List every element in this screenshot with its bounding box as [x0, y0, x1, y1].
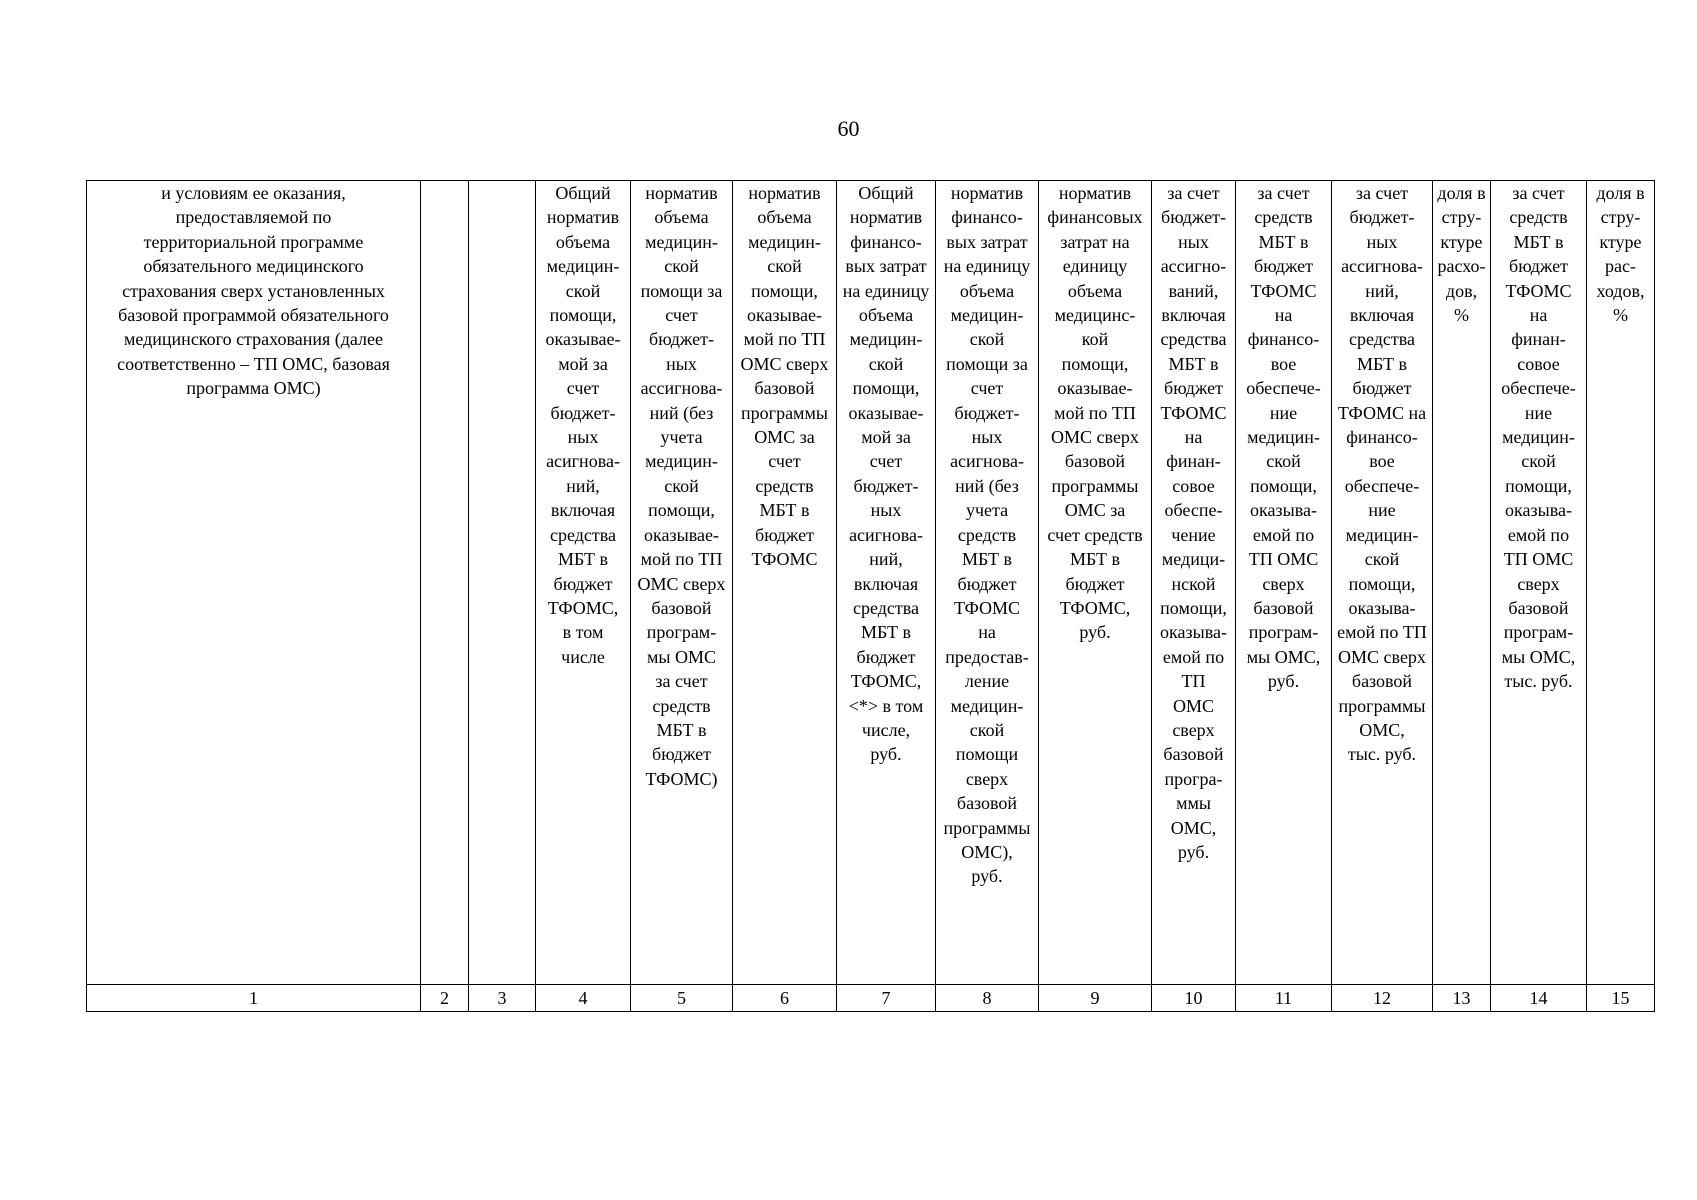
data-table: [86, 180, 1655, 1012]
column-number-2: 2: [421, 985, 469, 1012]
header-cell-6: норматив объема медицин- ской помощи, оказывае- мой по ТП ОМС сверх базовой программы ОМС за счет средств МБТ в бюджет ТФОМС: [733, 181, 837, 985]
header-cell-13: доля в стру- ктуре расхо- дов, %: [1433, 181, 1491, 985]
column-number-row: [87, 985, 1655, 1012]
header-cell-14: за счет средств МБТ в бюджет ТФОМС на финан- совое обеспече- ние медицин- ской помощи, оказыва- емой по ТП ОМС сверх базовой програм- мы ОМС, тыс. руб.: [1491, 181, 1587, 985]
column-number-11: 11: [1236, 985, 1332, 1012]
column-number-7: 7: [837, 985, 936, 1012]
header-cell-2: [421, 181, 469, 985]
page-number: 60: [837, 116, 860, 141]
column-number-5: 5: [631, 985, 733, 1012]
header-cell-3: [469, 181, 536, 985]
header-cell-12: за счет бюджет- ных ассигнова- ний, включая средства МБТ в бюджет ТФОМС на финансо- вое обеспече- ние медицин- ской помощи, оказыва- емой по ТП ОМС сверх базовой программы ОМС, тыс. руб.: [1332, 181, 1433, 985]
column-number-4: 4: [536, 985, 631, 1012]
header-cell-4: Общий норматив объема медицин- ской помощи, оказывае- мой за счет бюджет- ных асигнова- ний, включая средства МБТ в бюджет ТФОМС, в том числе: [536, 181, 631, 985]
column-number-14: 14: [1491, 985, 1587, 1012]
header-cell-5: норматив объема медицин- ской помощи за счет бюджет- ных ассигнова- ний (без учета медицин- ской помощи, оказывае- мой по ТП ОМС сверх базовой програм- мы ОМС за счет средств МБТ в бюджет ТФОМС): [631, 181, 733, 985]
column-number-13: 13: [1433, 985, 1491, 1012]
header-cell-9: норматив финансовых затрат на единицу объема медицинс- кой помощи, оказывае- мой по ТП ОМС сверх базовой программы ОМС за счет средств МБТ в бюджет ТФОМС, руб.: [1039, 181, 1152, 985]
column-number-12: 12: [1332, 985, 1433, 1012]
column-number-9: 9: [1039, 985, 1152, 1012]
header-cell-7: Общий норматив финансо- вых затрат на единицу объема медицин- ской помощи, оказывае- мой за счет бюджет- ных асигнова- ний, включая средства МБТ в бюджет ТФОМС, <*> в том числе, руб.: [837, 181, 936, 985]
column-number-6: 6: [733, 985, 837, 1012]
column-number-1: 1: [87, 985, 421, 1012]
header-cell-11: за счет средств МБТ в бюджет ТФОМС на финансо- вое обеспече- ние медицин- ской помощи, оказыва- емой по ТП ОМС сверх базовой програм- мы ОМС, руб.: [1236, 181, 1332, 985]
header-cell-15: доля в стру- ктуре рас- ходов, %: [1587, 181, 1655, 985]
header-cell-1: и условиям ее оказания, предоставляемой по территориальной программе обязательного медицинского страхования сверх установленных базовой программой обязательного медицинского страхования (далее соответственно – ТП ОМС, базовая программа ОМС): [87, 181, 421, 985]
column-number-3: 3: [469, 985, 536, 1012]
header-row: [87, 181, 1655, 985]
header-cell-8: норматив финансо- вых затрат на единицу объема медицин- ской помощи за счет бюджет- ных асигнова- ний (без учета средств МБТ в бюджет ТФОМС на предостав- ление медицин- ской помощи сверх базовой программы ОМС), руб.: [936, 181, 1039, 985]
header-cell-10: за счет бюджет- ных ассигно- ваний, включая средства МБТ в бюджет ТФОМС на финан- совое обеспе- чение медици- нской помощи, оказыва- емой по ТП ОМС сверх базовой програ- ммы ОМС, руб.: [1152, 181, 1236, 985]
column-number-8: 8: [936, 985, 1039, 1012]
column-number-10: 10: [1152, 985, 1236, 1012]
column-number-15: 15: [1587, 985, 1655, 1012]
